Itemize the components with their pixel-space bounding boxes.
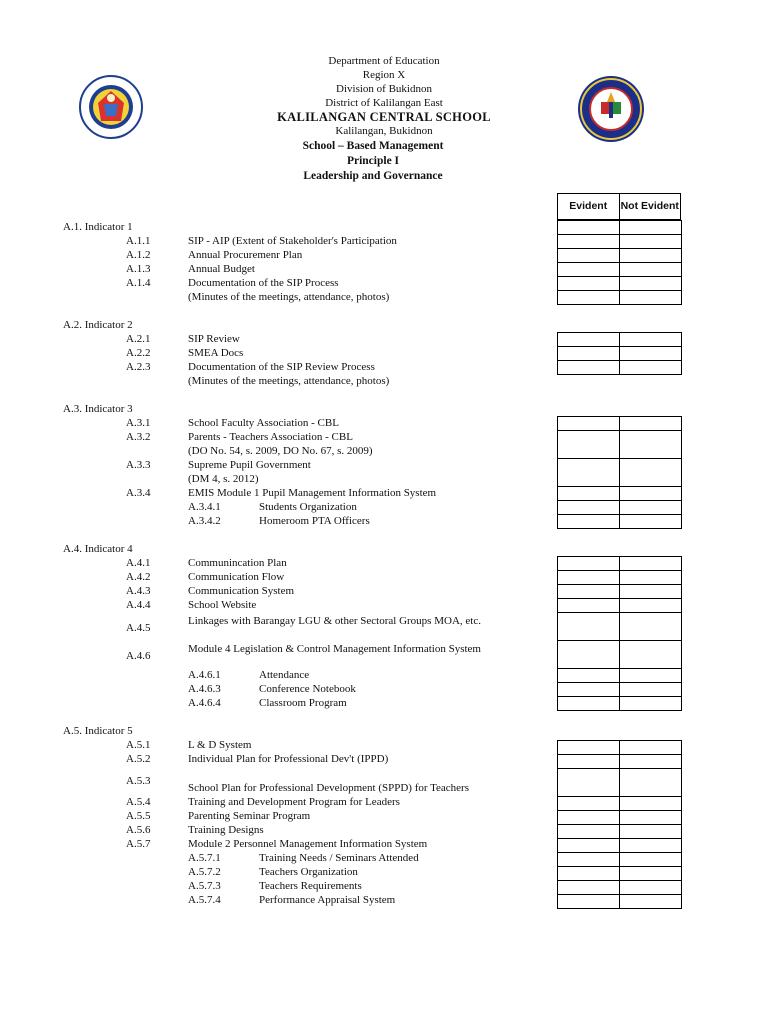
not-evident-cell[interactable]: [620, 755, 682, 769]
checklist-grid-a3: [557, 416, 682, 529]
item-text: School Plan for Professional Development (SPPD) for Teachers: [188, 782, 470, 794]
item-text: Annual Procuremenr Plan: [188, 249, 303, 261]
sub-item-text: Students Organization: [259, 501, 357, 513]
not-evident-cell[interactable]: [620, 613, 682, 641]
sub-item-text: Attendance: [259, 669, 310, 681]
checklist-grid-a1: [557, 220, 682, 305]
school-name: KALILANGAN CENTRAL SCHOOL: [277, 110, 491, 124]
not-evident-cell[interactable]: [620, 641, 682, 669]
checklist-grid-a5: [557, 740, 682, 909]
item-code: A.3.3: [126, 459, 151, 471]
item-code: A.1.1: [126, 235, 151, 247]
location-line: Kalilangan, Bukidnon: [335, 125, 433, 137]
evident-cell[interactable]: [558, 557, 620, 571]
column-evident: Evident: [569, 200, 608, 212]
not-evident-cell[interactable]: [620, 599, 682, 613]
item-text: Module 4 Legislation & Control Management Information System: [188, 643, 481, 655]
item-text: Communication Flow: [188, 571, 285, 583]
item-text: Documentation of the SIP Process: [188, 277, 339, 289]
not-evident-cell[interactable]: [620, 487, 682, 501]
item-note: (DM 4, s. 2012): [188, 473, 259, 485]
not-evident-cell[interactable]: [620, 669, 682, 683]
not-evident-cell[interactable]: [620, 277, 682, 291]
item-code: A.5.6: [126, 824, 151, 836]
letterhead: [0, 54, 768, 138]
evident-cell[interactable]: [558, 853, 620, 867]
item-code: A.4.4: [126, 599, 151, 611]
sub-item-text: Conference Notebook: [259, 683, 356, 695]
item-text: Parenting Seminar Program: [188, 810, 311, 822]
item-code: A.1.3: [126, 263, 151, 275]
item-text: L & D System: [188, 739, 252, 751]
sub-item-code: A.4.6.4: [188, 697, 221, 709]
sub-item-text: Training Needs / Seminars Attended: [259, 852, 419, 864]
item-code: A.1.4: [126, 277, 151, 289]
evident-cell[interactable]: [558, 515, 620, 529]
sub-item-text: Teachers Requirements: [259, 880, 362, 892]
evident-cell[interactable]: [558, 769, 620, 797]
item-text: SIP - AIP (Extent of Stakeholder's Participation: [188, 235, 397, 247]
not-evident-cell[interactable]: [620, 235, 682, 249]
not-evident-cell[interactable]: [620, 683, 682, 697]
not-evident-cell[interactable]: [620, 249, 682, 263]
item-code: A.4.3: [126, 585, 151, 597]
item-text: Annual Budget: [188, 263, 255, 275]
evident-cell[interactable]: [558, 333, 620, 347]
evident-cell[interactable]: [558, 741, 620, 755]
region-line: Region X: [362, 69, 406, 81]
item-code: A.2.3: [126, 361, 151, 373]
item-note: (Minutes of the meetings, attendance, photos): [188, 291, 390, 303]
evident-cell[interactable]: [558, 291, 620, 305]
evident-cell[interactable]: [558, 277, 620, 291]
item-text: SIP Review: [188, 333, 240, 345]
evident-cell[interactable]: [558, 895, 620, 909]
evident-cell[interactable]: [558, 585, 620, 599]
not-evident-cell[interactable]: [620, 291, 682, 305]
not-evident-cell[interactable]: [620, 585, 682, 599]
evident-cell[interactable]: [558, 249, 620, 263]
not-evident-cell[interactable]: [620, 333, 682, 347]
evident-cell[interactable]: [558, 263, 620, 277]
item-code: A.4.5: [126, 622, 151, 634]
evident-cell[interactable]: [558, 697, 620, 711]
evident-cell[interactable]: [558, 755, 620, 769]
not-evident-cell[interactable]: [620, 797, 682, 811]
not-evident-cell[interactable]: [620, 263, 682, 277]
evident-cell[interactable]: [558, 431, 620, 459]
document-title: [0, 139, 746, 184]
not-evident-cell[interactable]: [620, 431, 682, 459]
sub-item-code: A.5.7.2: [188, 866, 221, 878]
item-code: A.5.2: [126, 753, 151, 765]
item-text: Parents - Teachers Association - CBL: [188, 431, 353, 443]
not-evident-cell[interactable]: [620, 347, 682, 361]
evident-cell[interactable]: [558, 417, 620, 431]
evident-cell[interactable]: [558, 839, 620, 853]
evident-cell[interactable]: [558, 599, 620, 613]
evident-cell[interactable]: [558, 487, 620, 501]
not-evident-cell[interactable]: [620, 361, 682, 375]
evident-cell[interactable]: [558, 571, 620, 585]
district-line: District of Kalilangan East: [325, 97, 443, 109]
item-code: A.3.2: [126, 431, 151, 443]
not-evident-cell[interactable]: [620, 895, 682, 909]
section-title: A.1. Indicator 1: [63, 221, 133, 233]
item-text: School Faculty Association - CBL: [188, 417, 339, 429]
item-code: A.4.6: [126, 650, 151, 662]
not-evident-cell[interactable]: [620, 811, 682, 825]
not-evident-cell[interactable]: [620, 571, 682, 585]
item-code: A.5.7: [126, 838, 151, 850]
item-text: Module 2 Personnel Management Information System: [188, 838, 428, 850]
item-code: A.2.1: [126, 333, 151, 345]
not-evident-cell[interactable]: [620, 501, 682, 515]
item-text: EMIS Module 1 Pupil Management Information System: [188, 487, 437, 499]
item-text: Communincation Plan: [188, 557, 287, 569]
sub-item-text: Classroom Program: [259, 697, 347, 709]
evident-cell[interactable]: [558, 613, 620, 641]
sub-item-code: A.3.4.1: [188, 501, 221, 513]
sub-item-text: Homeroom PTA Officers: [259, 515, 370, 527]
not-evident-cell[interactable]: [620, 557, 682, 571]
sub-item-code: A.5.7.4: [188, 894, 221, 906]
column-not-evident: Not Evident: [619, 194, 681, 219]
division-line: Division of Bukidnon: [336, 83, 432, 95]
not-evident-cell[interactable]: [620, 853, 682, 867]
item-note: (Minutes of the meetings, attendance, photos): [188, 375, 390, 387]
item-code: A.5.5: [126, 810, 151, 822]
not-evident-cell[interactable]: [620, 697, 682, 711]
department-line: Department of Education: [328, 55, 440, 67]
evident-cell[interactable]: [558, 501, 620, 515]
checklist-column-header: [557, 193, 681, 220]
item-code: A.2.2: [126, 347, 151, 359]
item-code: A.5.3: [126, 775, 151, 787]
title-principle: Principle I: [346, 155, 400, 167]
checklist-grid-a2: [557, 332, 682, 375]
sub-item-text: Performance Appraisal System: [259, 894, 396, 906]
title-leadership: Leadership and Governance: [303, 170, 443, 182]
not-evident-cell[interactable]: [620, 825, 682, 839]
item-text: Training and Development Program for Leaders: [188, 796, 400, 808]
item-text: Supreme Pupil Government: [188, 459, 311, 471]
evident-cell[interactable]: [558, 867, 620, 881]
item-code: A.3.1: [126, 417, 151, 429]
item-text: Individual Plan for Professional Dev't (IPPD): [188, 753, 389, 765]
evident-cell[interactable]: [558, 641, 620, 669]
evident-cell[interactable]: [558, 669, 620, 683]
title-sbm: School – Based Management: [302, 140, 444, 152]
section-title: A.3. Indicator 3: [63, 403, 133, 415]
evident-cell[interactable]: [558, 235, 620, 249]
item-code: A.5.4: [126, 796, 151, 808]
item-code: A.4.1: [126, 557, 151, 569]
evident-cell[interactable]: [558, 825, 620, 839]
item-note: (DO No. 54, s. 2009, DO No. 67, s. 2009): [188, 445, 373, 457]
sub-item-text: Teachers Organization: [259, 866, 358, 878]
section-title: A.4. Indicator 4: [63, 543, 133, 555]
not-evident-cell[interactable]: [620, 221, 682, 235]
not-evident-cell[interactable]: [620, 417, 682, 431]
evident-cell[interactable]: [558, 811, 620, 825]
sub-item-code: A.4.6.3: [188, 683, 221, 695]
item-code: A.4.2: [126, 571, 151, 583]
not-evident-cell[interactable]: [620, 769, 682, 797]
evident-cell[interactable]: [558, 361, 620, 375]
item-text: Documentation of the SIP Review Process: [188, 361, 375, 373]
evident-cell[interactable]: [558, 797, 620, 811]
not-evident-cell[interactable]: [620, 741, 682, 755]
evident-cell[interactable]: [558, 347, 620, 361]
sub-item-code: A.4.6.1: [188, 669, 221, 681]
sub-item-code: A.5.7.3: [188, 880, 221, 892]
section-title: A.2. Indicator 2: [63, 319, 133, 331]
not-evident-cell[interactable]: [620, 867, 682, 881]
evident-cell[interactable]: [558, 459, 620, 487]
item-text: Linkages with Barangay LGU & other Sectoral Groups MOA, etc.: [188, 615, 481, 627]
not-evident-cell[interactable]: [620, 839, 682, 853]
evident-cell[interactable]: [558, 683, 620, 697]
item-text: SMEA Docs: [188, 347, 244, 359]
evident-cell[interactable]: [558, 221, 620, 235]
item-code: A.5.1: [126, 739, 151, 751]
item-code: A.3.4: [126, 487, 151, 499]
not-evident-cell[interactable]: [620, 459, 682, 487]
not-evident-cell[interactable]: [620, 881, 682, 895]
sub-item-code: A.3.4.2: [188, 515, 221, 527]
section-title: A.5. Indicator 5: [63, 725, 133, 737]
item-text: Communication System: [188, 585, 295, 597]
item-code: A.1.2: [126, 249, 151, 261]
item-text: Training Designs: [188, 824, 264, 836]
item-text: School Website: [188, 599, 257, 611]
evident-cell[interactable]: [558, 881, 620, 895]
not-evident-cell[interactable]: [620, 515, 682, 529]
sub-item-code: A.5.7.1: [188, 852, 221, 864]
checklist-grid-a4: [557, 556, 682, 711]
